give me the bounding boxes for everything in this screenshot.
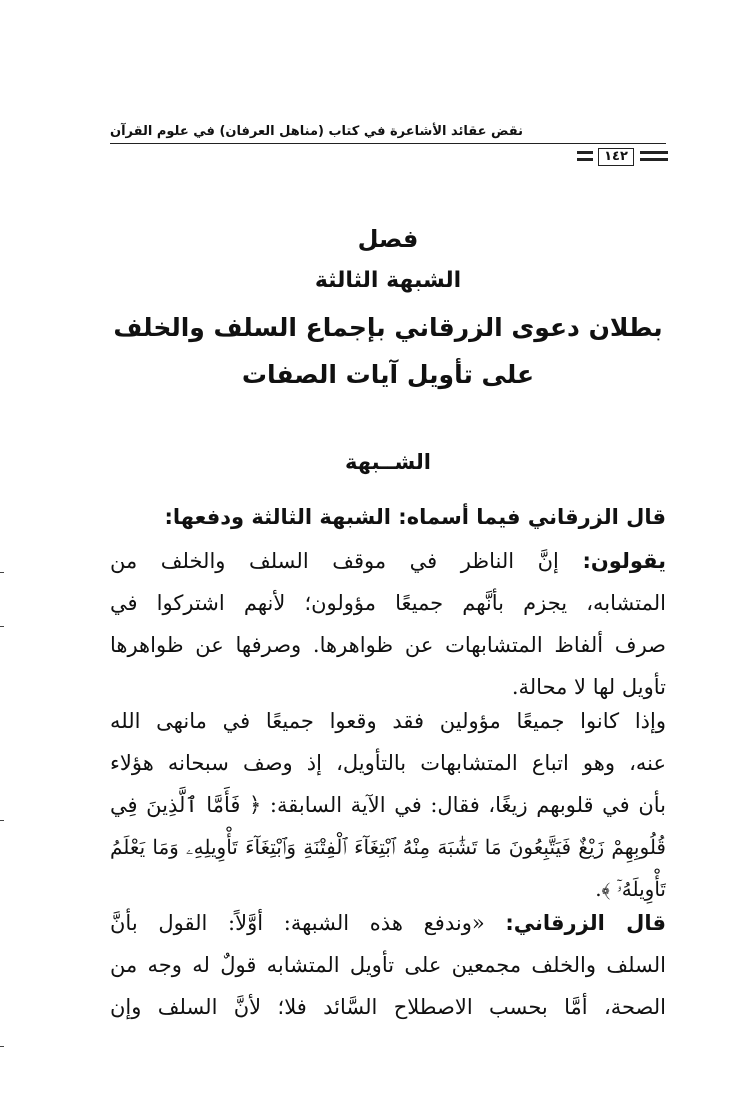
line-text: الصحة، أمَّا بحسب الاصطلاح السَّائد فلا؛ لأنَّ السلف وإن <box>110 995 666 1019</box>
text-line <box>110 540 666 582</box>
line-text: «وندفع هذه الشبهة: أوَّلاً: القول بأنَّ <box>110 911 506 935</box>
bold-lead: قال الزرقاني: <box>505 911 666 935</box>
line-text: صرف ألفاظ المتشابهات عن ظواهرها. وصرفها عن ظواهرها <box>110 633 666 657</box>
text-line <box>110 700 666 742</box>
text-line <box>110 986 666 1028</box>
text-line <box>110 582 666 624</box>
quran-verse-line <box>110 826 666 868</box>
paragraph-intro <box>110 496 666 538</box>
text-line <box>110 624 666 666</box>
header-rule <box>110 143 666 144</box>
section-title-line-2: على تأويل آيات الصفات <box>241 360 535 389</box>
line-text: السلف والخلف مجمعين على تأويل المتشابه قولٌ له وجه من <box>110 953 666 977</box>
line-text: إنَّ الناظر في موقف السلف والخلف من <box>110 549 583 573</box>
paragraph-response <box>110 902 666 1028</box>
line-text: المتشابه، يجزم بأنَّهم جميعًا مؤولون؛ لأنهم اشتركوا في <box>110 591 666 615</box>
page-number-ornament-left <box>577 151 593 165</box>
margin-mark <box>0 820 4 821</box>
section-title-line-1: بطلان دعوى الزرقاني بإجماع السلف والخلف <box>113 313 663 342</box>
line-text: تَأْوِيلَهُۥٓ ﴾. <box>595 877 666 901</box>
text-line <box>110 784 666 826</box>
line-text: بأن في قلوبهم زيغًا، فقال: في الآية السابقة: ﴿ فَأَمَّا ٱلَّذِينَ فِي <box>110 793 666 817</box>
line-text: قُلُوبِهِمْ زَيْغٌ فَيَتَّبِعُونَ مَا تَشَٰبَهَ مِنْهُ ٱبْتِغَآءَ ٱلْفِتْنَةِ وَٱبْتِغَآءَ تَأْوِيلِهِۦ وَمَا يَعْلَمُ <box>110 835 666 859</box>
margin-mark <box>0 1046 4 1047</box>
line-text: تأويل لها لا محالة. <box>511 675 666 699</box>
running-header-title: نقض عقائد الأشاعرة في كتاب (مناهل العرفان) في علوم القرآن <box>110 124 523 139</box>
section-label: فصل <box>357 225 419 253</box>
bold-lead: قال الزرقاني فيما أسماه: الشبهة الثالثة ودفعها: <box>164 505 666 529</box>
section-subtitle: الشبهة الثالثة <box>314 268 462 293</box>
page-number-ornament-right <box>640 151 668 165</box>
text-line <box>110 742 666 784</box>
paragraph-doubt <box>110 540 666 708</box>
paragraph-consequence <box>110 700 666 910</box>
text-line <box>110 496 666 538</box>
margin-mark <box>0 572 4 573</box>
text-line <box>110 944 666 986</box>
bold-lead: يقولون: <box>582 549 666 573</box>
page-number: ١٤٢ <box>598 148 634 166</box>
text-line <box>110 902 666 944</box>
subsection-heading: الشــبهة <box>345 450 431 474</box>
line-text: عنه، وهو اتباع المتشابهات بالتأويل، إذ وصف سبحانه هؤلاء <box>110 751 666 775</box>
margin-mark <box>0 626 4 627</box>
line-text: وإذا كانوا جميعًا مؤولين فقد وقعوا جميعًا في مانهى الله <box>110 709 666 733</box>
